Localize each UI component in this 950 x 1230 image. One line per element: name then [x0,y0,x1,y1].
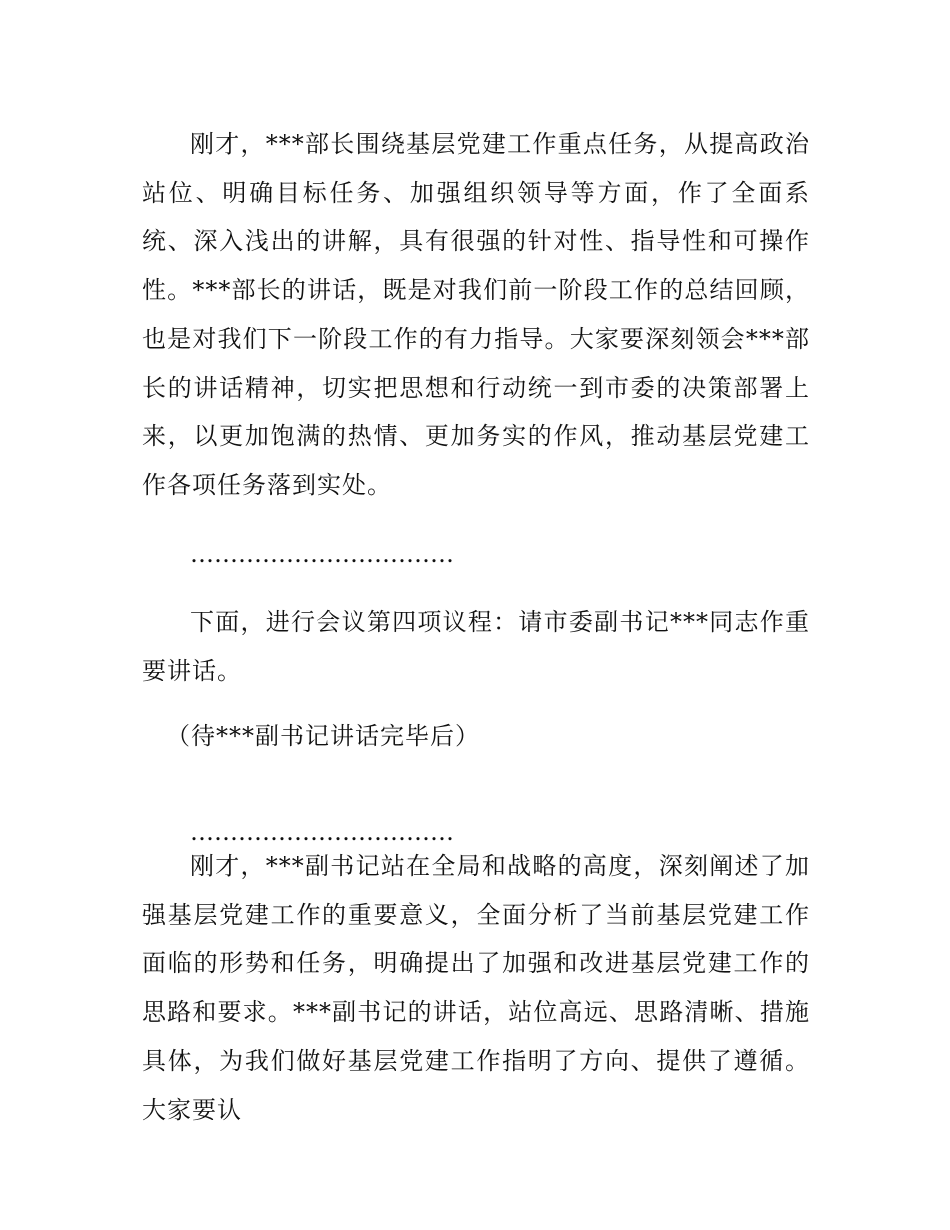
separator-dots: …………………………… [190,818,454,846]
stage-note: （待***副书记讲话完毕后） [166,722,480,750]
note-block [142,712,810,761]
separator-block [142,530,810,578]
separator-dots: …………………………… [190,540,454,568]
paragraph-3: 刚才，***副书记站在全局和战略的高度，深刻阐述了加强基层党建工作的重要意义，全面分析了当前基层党建工作面临的形势和任务，明确提出了加强和改进基层党建工作的思路和要求。***副书记的讲话，站位高远、思路清晰、措施具体，为我们做好基层党建工作指明了方向、提供了遵循。大家要认 [142,852,810,1124]
paragraph-block [142,120,810,510]
paragraph-block [142,598,810,695]
paragraph-block [142,842,810,1134]
paragraph-2: 下面，进行会议第四项议程：请市委副书记***同志作重要讲话。 [142,608,810,685]
paragraph-1: 刚才，***部长围绕基层党建工作重点任务，从提高政治站位、明确目标任务、加强组织领导等方面，作了全面系统、深入浅出的讲解，具有很强的针对性、指导性和可操作性。***部长的讲话，既是对我们前一阶段工作的总结回顾，也是对我们下一阶段工作的有力指导。大家要深刻领会***部长的讲话精神，切实把思想和行动统一到市委的决策部署上来，以更加饱满的热情、更加务实的作风，推动基层党建工作各项任务落到实处。 [142,130,810,499]
